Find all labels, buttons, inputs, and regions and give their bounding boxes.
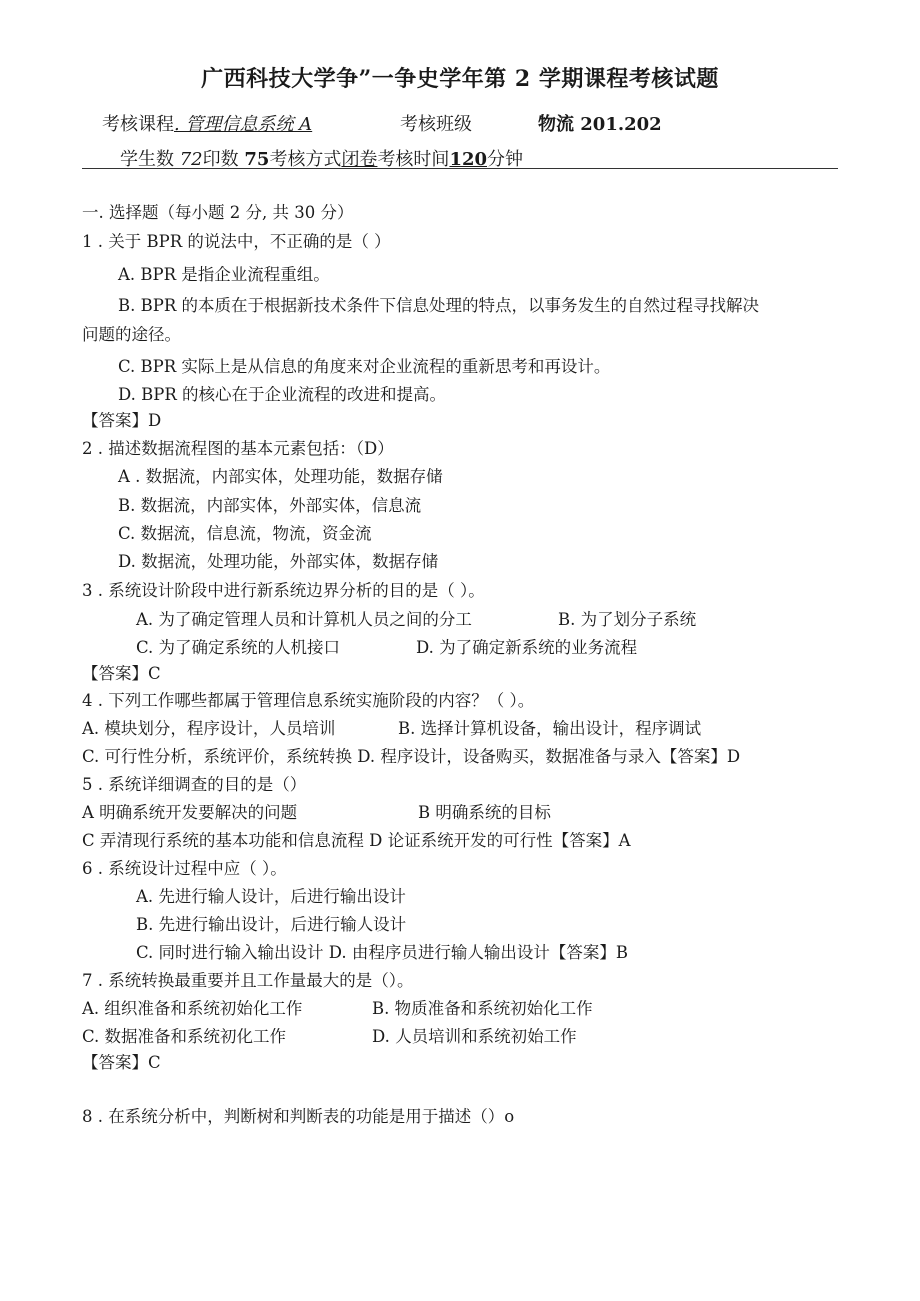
course-label: 考核课程	[102, 114, 174, 135]
question-3-option-c: C. 为了确定系统的人机接口	[136, 638, 341, 657]
method-value: 闭卷	[341, 149, 378, 170]
class-label: 考核班级	[400, 114, 472, 135]
question-1: 1 . 关于 BPR 的说法中，不正确的是（ ）	[82, 232, 391, 251]
question-6: 6 . 系统设计过程中应（ ）。	[82, 859, 287, 878]
question-7: 7 . 系统转换最重要并且工作量最大的是（）。	[82, 971, 414, 990]
question-4-options-cd: C. 可行性分析，系统评价，系统转换 D. 程序设计，设备购买，数据准备与录入【答案】D	[82, 747, 741, 766]
students-label: 学生数	[120, 149, 174, 170]
question-3-option-d: D. 为了确定新系统的业务流程	[416, 638, 638, 657]
question-7-option-a: A. 组织准备和系统初始化工作	[82, 999, 303, 1018]
print-value: 75	[244, 149, 270, 170]
question-1-option-c: C. BPR 实际上是从信息的角度来对企业流程的重新思考和再设计。	[118, 357, 611, 376]
question-2: 2 . 描述数据流程图的基本元素包括：（D）	[82, 439, 394, 458]
time-unit: 分钟	[487, 149, 524, 170]
question-6-option-a: A. 先进行输人设计，后进行输出设计	[136, 887, 406, 906]
time-value: 120	[449, 149, 488, 170]
question-2-option-d: D. 数据流，处理功能，外部实体，数据存储	[118, 552, 439, 571]
print-label: 印数	[202, 149, 239, 170]
students-value: 72	[179, 149, 203, 170]
question-7-option-b: B. 物质准备和系统初始化工作	[372, 999, 593, 1018]
question-6-option-b: B. 先进行输出设计，后进行输人设计	[136, 915, 407, 934]
question-4: 4 . 下列工作哪些都属于管理信息系统实施阶段的内容？（ ）。	[82, 691, 535, 710]
question-4-option-b: B. 选择计算机设备，输出设计，程序调试	[398, 719, 702, 738]
question-3: 3 . 系统设计阶段中进行新系统边界分析的目的是（ ）。	[82, 581, 485, 600]
time-label: 考核时间	[377, 149, 450, 170]
question-4-option-a: A. 模块划分，程序设计，人员培训	[82, 719, 336, 738]
header-divider	[82, 168, 838, 169]
class-value: 物流 201.202	[538, 114, 662, 135]
question-3-answer: 【答案】C	[82, 664, 161, 683]
question-3-option-b: B. 为了划分子系统	[558, 610, 697, 629]
question-8: 8 . 在系统分析中，判断树和判断表的功能是用于描述（）o	[82, 1107, 515, 1126]
course-row	[102, 110, 312, 136]
question-5-option-a: A 明确系统开发要解决的问题	[82, 803, 298, 822]
question-2-option-c: C. 数据流，信息流，物流，资金流	[118, 524, 372, 543]
question-1-option-b-cont: 问题的途径。	[82, 325, 181, 344]
question-1-answer: 【答案】D	[82, 411, 162, 430]
question-5-option-b: B 明确系统的目标	[418, 803, 551, 822]
question-6-options-cd: C. 同时进行输入输出设计 D. 由程序员进行输人输出设计【答案】B	[136, 943, 629, 962]
question-2-option-b: B. 数据流，内部实体，外部实体，信息流	[118, 496, 422, 515]
question-5-options-cd: C 弄清现行系统的基本功能和信息流程 D 论证系统开发的可行性【答案】A	[82, 831, 631, 850]
course-value: . 管理信息系统 A	[174, 114, 313, 135]
question-1-option-d: D. BPR 的核心在于企业流程的改进和提高。	[118, 385, 447, 404]
question-7-option-d: D. 人员培训和系统初始工作	[372, 1027, 577, 1046]
section-heading: 一. 选择题（每小题 2 分, 共 30 分）	[82, 203, 354, 222]
exam-title: 广西科技大学争”一争史学年第 2 学期课程考核试题	[201, 66, 719, 92]
question-1-option-b: B. BPR 的本质在于根据新技术条件下信息处理的特点，以事务发生的自然过程寻找解决	[118, 296, 760, 315]
question-7-answer: 【答案】C	[82, 1053, 161, 1072]
question-2-option-a: A . 数据流，内部实体，处理功能，数据存储	[118, 467, 443, 486]
question-3-option-a: A. 为了确定管理人员和计算机人员之间的分工	[136, 610, 472, 629]
question-5: 5 . 系统详细调查的目的是（）	[82, 775, 307, 794]
question-7-option-c: C. 数据准备和系统初化工作	[82, 1027, 287, 1046]
question-1-option-a: A. BPR 是指企业流程重组。	[118, 265, 330, 284]
method-label: 考核方式	[269, 149, 342, 170]
